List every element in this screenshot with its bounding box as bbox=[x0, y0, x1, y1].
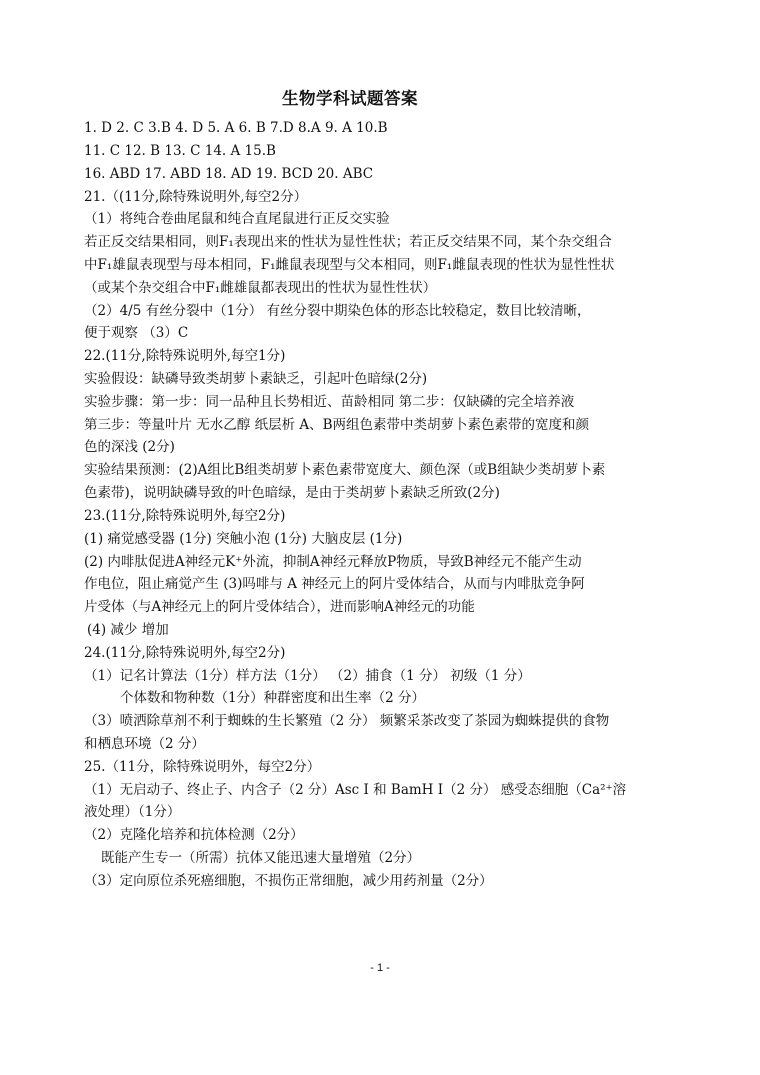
answer-line: 第三步：等量叶片 无水乙醇 纸层析 A、B两组色素带中类胡萝卜素色素带的宽度和颜 bbox=[84, 417, 590, 433]
answer-line: (2) 内啡肽促进A神经元K⁺外流，抑制A神经元释放P物质，导致B神经元不能产生动 bbox=[84, 554, 582, 570]
answer-line: 和栖息环境（2 分） bbox=[84, 736, 205, 752]
answer-line: （或某个杂交组合中F₁雌雄鼠都表现出的性状为显性性状） bbox=[84, 280, 437, 296]
question-heading: 22.(11分,除特殊说明外,每空1分) bbox=[84, 348, 286, 364]
question-heading: 23.(11分,除特殊说明外,每空2分) bbox=[84, 508, 286, 524]
answer-line: （1）记名计算法（1分）样方法（1分） （2）捕食（1 分） 初级（1 分） bbox=[84, 668, 531, 684]
answer-line: 中F₁雄鼠表现型与母本相同，F₁雌鼠表现型与父本相同，则F₁雌鼠表现的性状为显性性状 bbox=[84, 257, 615, 273]
answer-line: 作电位，阻止痛觉产生 (3)吗啡与 A 神经元上的阿片受体结合，从而与内啡肽竞争阿 bbox=[84, 576, 585, 592]
answer-line: （2）克隆化培养和抗体检测（2分） bbox=[84, 827, 304, 843]
answer-line: （3）定向原位杀死癌细胞，不损伤正常细胞，减少用药剂量（2分） bbox=[84, 873, 493, 889]
answer-line: 若正反交结果相同，则F₁表现出来的性状为显性性状；若正反交结果不同，某个杂交组合 bbox=[84, 234, 612, 250]
answer-line: 便于观察 （3）C bbox=[84, 325, 189, 341]
answer-line: 色素带)，说明缺磷导致的叶色暗绿，是由于类胡萝卜素缺乏所致(2分) bbox=[84, 485, 500, 501]
question-heading: 24.(11分,除特殊说明外,每空2分) bbox=[84, 645, 286, 661]
answer-line: (1) 痛觉感受器 (1分) 突触小泡 (1分) 大脑皮层 (1分) bbox=[84, 531, 403, 547]
question-heading: 25.（11分，除特殊说明外，每空2分） bbox=[84, 759, 321, 775]
page-number: - 1 - bbox=[370, 962, 390, 974]
answer-line: （2）4/5 有丝分裂中（1分） 有丝分裂中期染色体的形态比较稳定，数目比较清晰， bbox=[84, 303, 591, 319]
answer-line: 1. D 2. C 3.B 4. D 5. A 6. B 7.D 8.A 9. A 10.B bbox=[84, 120, 388, 136]
page-title: 生物学科试题答案 bbox=[282, 89, 418, 108]
answer-line: 实验结果预测：(2)A组比B组类胡萝卜素色素带宽度大、颜色深（或B组缺少类胡萝卜素 bbox=[84, 462, 606, 478]
answer-line: （1）无启动子、终止子、内含子（2 分）Asc Ⅰ 和 BamH Ⅰ（2 分） 感受态细胞（Ca²⁺溶 bbox=[84, 782, 627, 798]
question-heading: 21.（(11分,除特殊说明外,每空2分） bbox=[84, 189, 308, 205]
answer-line: 个体数和物种数（1分）种群密度和出生率（2 分） bbox=[120, 690, 425, 706]
answer-line: 实验假设：缺磷导致类胡萝卜素缺乏，引起叶色暗绿(2分) bbox=[84, 371, 428, 387]
answer-line: 实验步骤：第一步：同一品种且长势相近、苗龄相同 第二步：仅缺磷的完全培养液 bbox=[84, 394, 575, 410]
answer-line: 既能产生专一（所需）抗体又能迅速大量增殖（2分） bbox=[101, 850, 421, 866]
answer-line: 11. C 12. B 13. C 14. A 15.B bbox=[84, 143, 276, 159]
answer-line: 色的深浅 (2分) bbox=[84, 439, 175, 455]
answer-line: 液处理）（1分） bbox=[84, 804, 181, 820]
answer-line: 16. ABD 17. ABD 18. AD 19. BCD 20. ABC bbox=[84, 166, 374, 182]
answer-line: 片受体（与A神经元上的阿片受体结合），进而影响A神经元的功能 bbox=[84, 599, 475, 615]
answer-line: (4) 减少 增加 bbox=[87, 622, 169, 638]
answer-line: （1）将纯合卷曲尾鼠和纯合直尾鼠进行正反交实验 bbox=[84, 211, 390, 227]
answer-line: （3）喷洒除草剂不利于蜘蛛的生长繁殖（2 分） 频繁采茶改变了茶园为蜘蛛提供的食物 bbox=[84, 713, 610, 729]
